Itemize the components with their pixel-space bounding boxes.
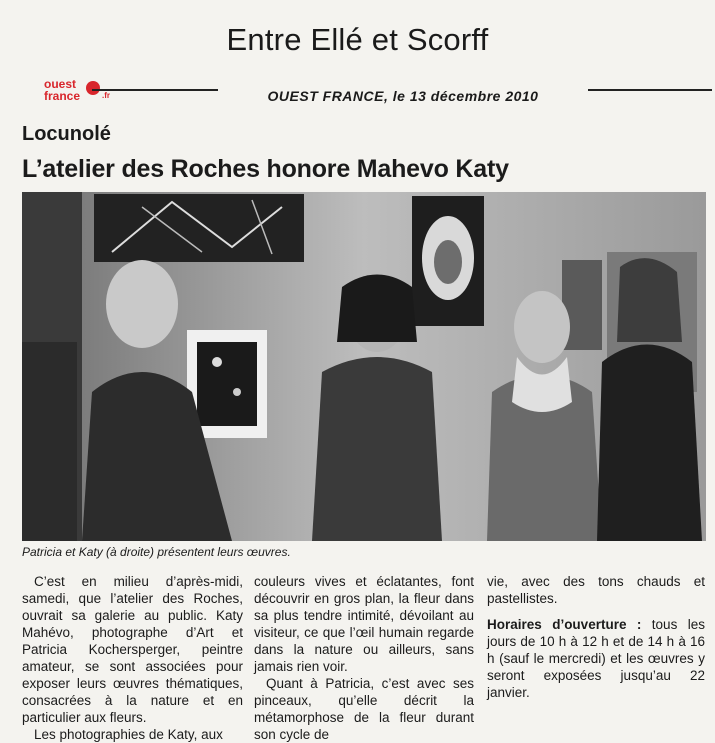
opening-hours-text: tous les jours de 10 h à 12 h et de 14 h à 16 h (sauf le mercredi) et les œuvres y seront exposées jusqu’au 22 janvier. — [487, 617, 705, 700]
opening-hours — [487, 616, 705, 701]
logo-dot-icon — [86, 81, 100, 95]
column2-paragraph1: couleurs vives et éclatantes, font découvrir en gros plan, la fleur dans sa plus tendre intimité, dévoilant au visiteur, ce que l’œil humain regarde dans la nature ou ailleurs, sans jamais rien voir. — [254, 574, 474, 674]
column1-paragraph2: Les photographies de Katy, aux — [34, 727, 223, 742]
divider-left — [92, 89, 218, 91]
article-column-3 — [487, 573, 705, 701]
ouest-france-logo — [44, 78, 122, 104]
column2-paragraph2: Quant à Patricia, c’est avec ses pinceaux, qu’elle décrit la métamorphose de la fleur durant son cycle de — [254, 676, 474, 742]
column1-paragraph1: C’est en milieu d’après-midi, samedi, que l’atelier des Roches, ouvrait sa galerie au public. Katy Mahévo, photographe d’Art et Patricia Kochersperger, peintre amateur, se sont associées pour exposer leurs œuvres thématiques, consacrées à la nature et en particulier aux fleurs. — [22, 574, 243, 725]
logo-line2: france — [44, 89, 81, 103]
logo-tld: .fr — [102, 91, 110, 100]
article-headline: L’atelier des Roches honore Mahevo Katy — [22, 155, 509, 183]
article-column-2 — [254, 573, 474, 743]
photo-illustration — [22, 192, 706, 541]
page-title: Entre Ellé et Scorff — [226, 22, 489, 57]
opening-hours-label: Horaires d’ouverture : — [487, 617, 642, 632]
logo-line1: ouest — [44, 77, 77, 91]
divider-right — [588, 89, 712, 91]
photo-caption: Patricia et Katy (à droite) présentent leurs œuvres. — [22, 545, 291, 559]
source-dateline: OUEST FRANCE, le 13 décembre 2010 — [267, 88, 539, 104]
section-label: Locunolé — [22, 123, 111, 145]
column3-paragraph1: vie, avec des tons chauds et pastellistes. — [487, 574, 705, 606]
article-column-1 — [22, 573, 243, 743]
article-photo — [22, 192, 706, 541]
